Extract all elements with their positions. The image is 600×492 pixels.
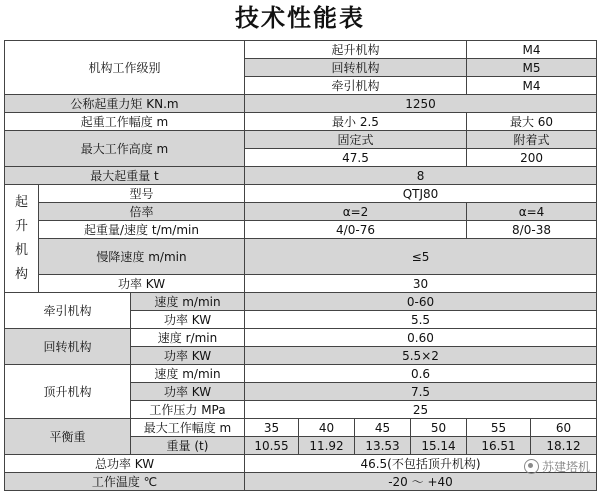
counterweight-weight: 11.92 (299, 437, 355, 455)
counterweight-weight: 18.12 (531, 437, 597, 455)
trolley-power-value: 5.5 (245, 311, 597, 329)
mechanism-value: M4 (467, 41, 597, 59)
temperature-label: 工作温度 ℃ (5, 473, 245, 491)
total-power-label: 总功率 KW (5, 455, 245, 473)
hoist-load-speed-value: 8/0-38 (467, 221, 597, 239)
temperature-value: -20 ～ +40 (245, 473, 597, 491)
counterweight-weight: 16.51 (467, 437, 531, 455)
counterweight-radius: 45 (355, 419, 411, 437)
slewing-power-value: 5.5×2 (245, 347, 597, 365)
table-row (5, 185, 597, 203)
trolley-speed-value: 0-60 (245, 293, 597, 311)
hoist-slow-label: 慢降速度 m/min (39, 239, 245, 275)
table-row (5, 455, 597, 473)
hoist-power-label: 功率 KW (39, 275, 245, 293)
climbing-power-label: 功率 KW (131, 383, 245, 401)
hoist-power-value: 30 (245, 275, 597, 293)
table-row (5, 329, 597, 347)
climbing-speed-label: 速度 m/min (131, 365, 245, 383)
table-row (5, 113, 597, 131)
table-row (5, 473, 597, 491)
hoist-ratio-value: α=2 (245, 203, 467, 221)
mechanism-name: 牵引机构 (245, 77, 467, 95)
counterweight-weight: 15.14 (411, 437, 467, 455)
hoist-load-speed-value: 4/0-76 (245, 221, 467, 239)
total-power-value: 46.5(不包括顶升机构) (245, 455, 597, 473)
counterweight-radius-label: 最大工作幅度 m (131, 419, 245, 437)
hoist-model-value: QTJ80 (245, 185, 597, 203)
counterweight-weight: 13.53 (355, 437, 411, 455)
working-range-max: 最大 60 (467, 113, 597, 131)
page-title: 技术性能表 (235, 4, 365, 32)
trolley-group-label: 牵引机构 (5, 293, 131, 329)
wechat-icon (524, 459, 539, 474)
climbing-pressure-label: 工作压力 MPa (131, 401, 245, 419)
table-row (5, 293, 597, 311)
spec-table (4, 40, 597, 491)
slewing-speed-label: 速度 r/min (131, 329, 245, 347)
climbing-group-label: 顶升机构 (5, 365, 131, 419)
working-range-label: 起重工作幅度 m (5, 113, 245, 131)
slewing-speed-value: 0.60 (245, 329, 597, 347)
counterweight-radius: 50 (411, 419, 467, 437)
slewing-power-label: 功率 KW (131, 347, 245, 365)
max-load-label: 最大起重量 t (5, 167, 245, 185)
max-height-value: 200 (467, 149, 597, 167)
trolley-power-label: 功率 KW (131, 311, 245, 329)
hoist-slow-value: ≤5 (245, 239, 597, 275)
hoist-ratio-value: α=4 (467, 203, 597, 221)
hoist-group-label: 起 升 机 构 (5, 185, 39, 293)
counterweight-radius: 40 (299, 419, 355, 437)
table-row (5, 131, 597, 149)
counterweight-radius: 35 (245, 419, 299, 437)
slewing-group-label: 回转机构 (5, 329, 131, 365)
climbing-pressure-value: 25 (245, 401, 597, 419)
mechanism-value: M5 (467, 59, 597, 77)
table-row (5, 41, 597, 59)
watermark-text: 苏建塔机 (541, 460, 590, 474)
max-height-label: 最大工作高度 m (5, 131, 245, 167)
hoist-load-speed-label: 起重量/速度 t/m/min (39, 221, 245, 239)
climbing-power-value: 7.5 (245, 383, 597, 401)
hoist-model-label: 型号 (39, 185, 245, 203)
mechanism-class-label: 机构工作级别 (5, 41, 245, 95)
max-height-value: 47.5 (245, 149, 467, 167)
mechanism-name: 回转机构 (245, 59, 467, 77)
counterweight-group-label: 平衡重 (5, 419, 131, 455)
rated-moment-value: 1250 (245, 95, 597, 113)
hoist-ratio-label: 倍率 (39, 203, 245, 221)
table-row (5, 419, 597, 437)
counterweight-weight-label: 重量 (t) (131, 437, 245, 455)
table-row (5, 221, 597, 239)
working-range-min: 最小 2.5 (245, 113, 467, 131)
watermark (524, 458, 590, 475)
table-row (5, 95, 597, 113)
counterweight-weight: 10.55 (245, 437, 299, 455)
max-load-value: 8 (245, 167, 597, 185)
rated-moment-label: 公称起重力矩 KN.m (5, 95, 245, 113)
climbing-speed-value: 0.6 (245, 365, 597, 383)
trolley-speed-label: 速度 m/min (131, 293, 245, 311)
counterweight-radius: 60 (531, 419, 597, 437)
max-height-type: 固定式 (245, 131, 467, 149)
table-row (5, 275, 597, 293)
counterweight-radius: 55 (467, 419, 531, 437)
max-height-type: 附着式 (467, 131, 597, 149)
mechanism-value: M4 (467, 77, 597, 95)
mechanism-name: 起升机构 (245, 41, 467, 59)
table-row (5, 203, 597, 221)
table-row (5, 167, 597, 185)
table-row (5, 365, 597, 383)
table-row (5, 239, 597, 275)
